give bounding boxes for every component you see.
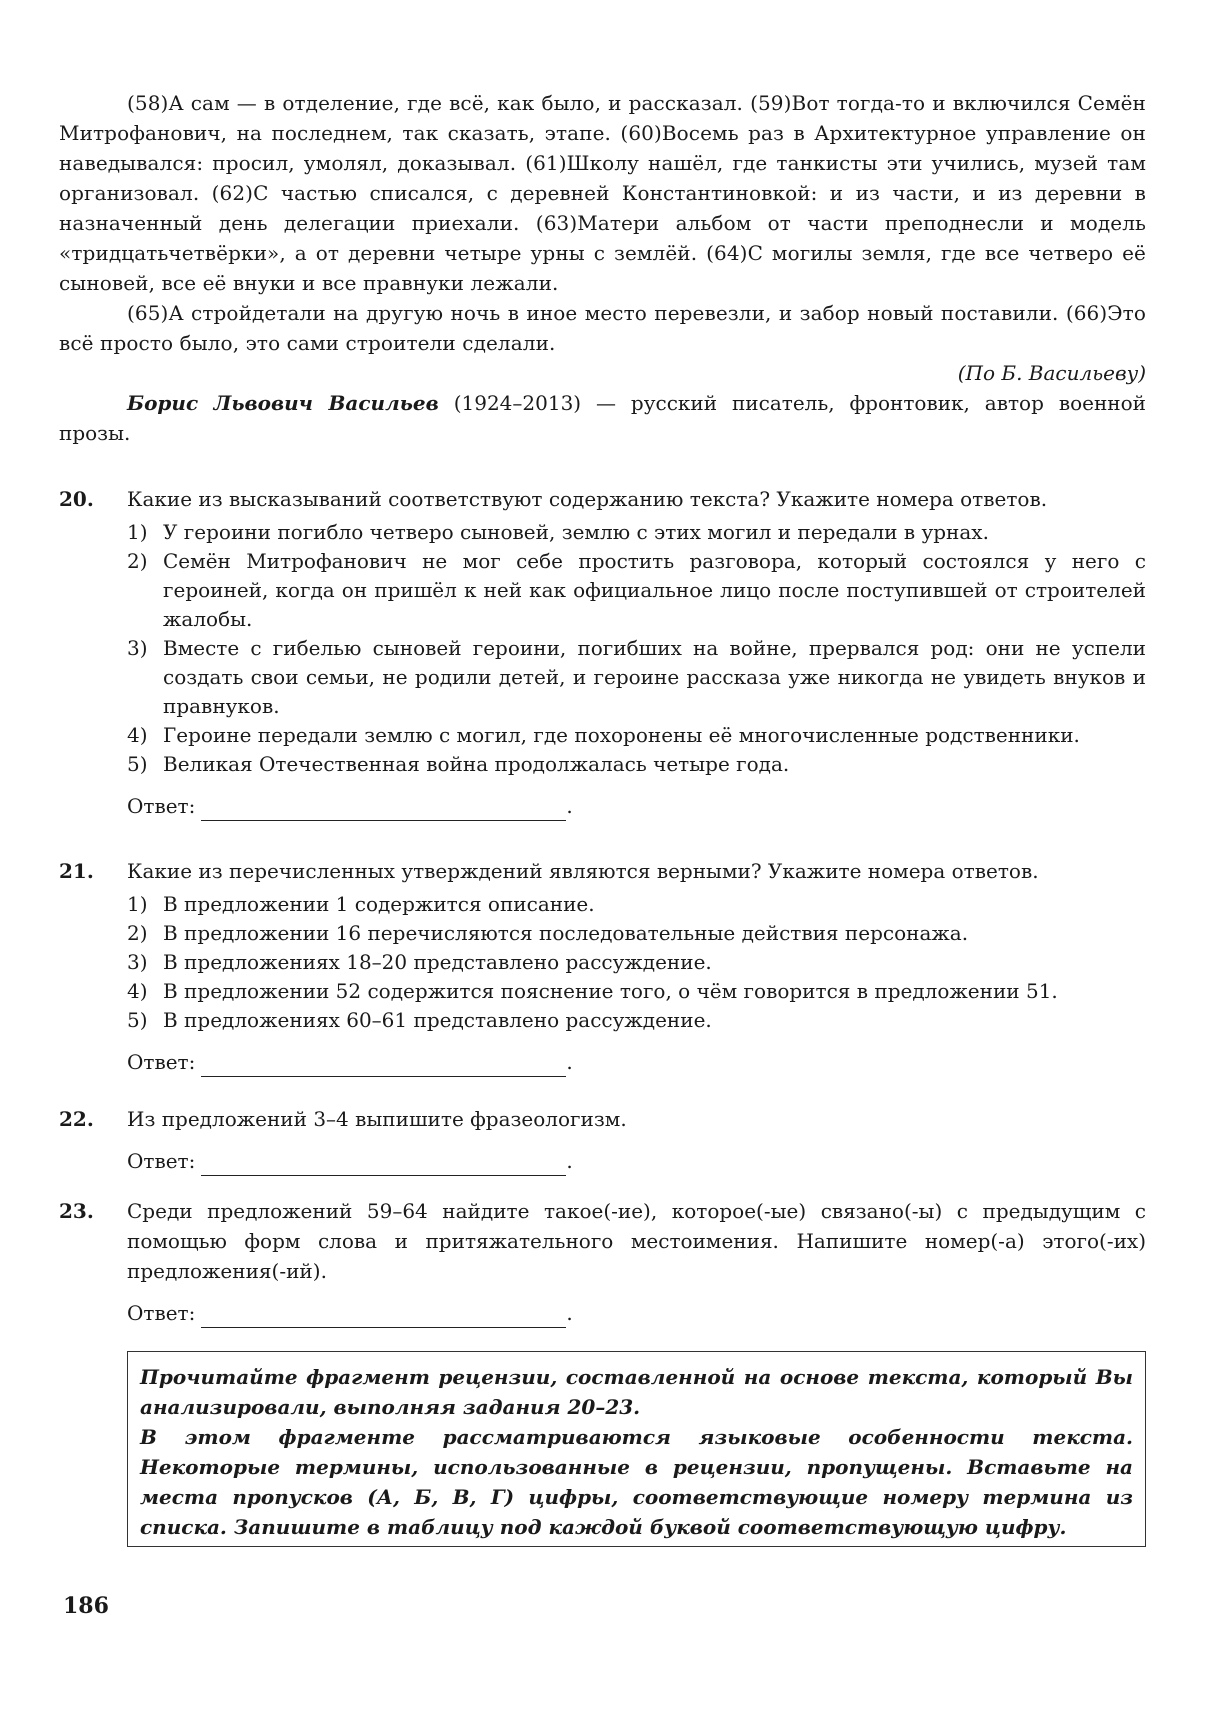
author-bio-text: (1924–2013) — русский писатель, фронтовик, автор военной прозы. (59, 391, 1146, 445)
instruction-text: Прочитайте фрагмент рецензии, составленной на основе текста, который Вы анализировали, выполняя задания 20–23. (140, 1365, 1133, 1419)
task-question: Какие из высказываний соответствуют содержанию текста? Укажите номера ответов. (127, 487, 1048, 511)
answer-option: 2) В предложении 16 перечисляются последовательные действия персонажа. (127, 921, 969, 945)
answer-option: 1) У героини погибло четверо сыновей, землю с этих могил и передали в урнах. (127, 520, 989, 544)
answer-label: Ответ: (127, 1149, 196, 1173)
answer-option: 5) Великая Отечественная война продолжалась четыре года. (127, 752, 790, 776)
answer-row: Ответ: . (127, 1146, 1146, 1176)
answer-label: Ответ: (127, 1301, 196, 1325)
task-20 (59, 484, 1146, 821)
answer-option: 5) В предложениях 60–61 представлено рассуждение. (127, 1008, 712, 1032)
answer-option: 2) Семён Митрофанович не мог себе простить разговора, который состоялся у него с героиней, когда он пришёл к ней как официальное лицо после поступившей от строителей жалобы. (127, 549, 1146, 631)
answer-option: 3) Вместе с гибелью сыновей героини, погибших на войне, прервался род: они не успели создать свои семьи, не родили детей, и героине рассказа уже никогда не увидеть внуков и правнуков. (127, 636, 1146, 718)
page-number: 186 (63, 1593, 109, 1619)
answer-field[interactable] (201, 798, 566, 821)
text-attribution: (По Б. Васильеву) (957, 361, 1146, 385)
instruction-text: В этом фрагменте рассматриваются языковые особенности текста. Некоторые термины, использованные в рецензии, пропущены. Вставьте на места пропусков (А, Б, В, Г) цифры, соответствующие номеру термина из списка. Запишите в таблицу под каждой буквой соответствующую цифру. (140, 1425, 1133, 1539)
author-bio (59, 388, 1146, 448)
task-question: Какие из перечисленных утверждений являются верными? Укажите номера ответов. (127, 859, 1039, 883)
answer-label: Ответ: (127, 1050, 196, 1074)
answer-field[interactable] (201, 1305, 566, 1328)
task-21 (59, 856, 1146, 1077)
text-paragraph: (65)А стройдетали на другую ночь в иное место перевезли, и забор новый поставили. (66)Это всё просто было, это сами строители сделали. (59, 301, 1146, 355)
answer-option: 4) Героине передали землю с могил, где похоронены её многочисленные родственники. (127, 723, 1080, 747)
task-22 (59, 1104, 1146, 1176)
answer-label: Ответ: (127, 794, 196, 818)
author-name: Борис Львович Васильев (127, 391, 439, 415)
task-question: Из предложений 3–4 выпишите фразеологизм. (127, 1107, 627, 1131)
task-number: 21. (59, 859, 94, 883)
reading-text (59, 88, 1146, 448)
text-paragraph: (58)А сам — в отделение, где всё, как было, и рассказал. (59)Вот тогда-то и включился Семён Митрофанович, на последнем, так сказать, этапе. (60)Восемь раз в Архитектурное управление он наведывался: просил, умолял, доказывал. (61)Школу нашёл, где танкисты эти учились, музей там организовал. (62)С частью списался, с деревней Константиновкой: и из части, и из деревни в назначенный день делегации приехали. (63)Матери альбом от части преподнесли и модель «тридцатьчетвёрки», а от деревни четыре урны с землёй. (64)С могилы земля, где все четверо её сыновей, все её внуки и все правнуки лежали. (59, 91, 1146, 295)
task-question: Среди предложений 59–64 найдите такое(-ие), которое(-ые) связано(-ы) с предыдущим с помощью форм слова и притяжательного местоимения. Напишите номер(-а) этого(-их) предложения(-ий). (127, 1199, 1146, 1283)
answer-options (127, 518, 1146, 779)
task-number: 23. (59, 1199, 94, 1223)
answer-field[interactable] (201, 1153, 566, 1176)
answer-row: Ответ: . (127, 791, 1146, 821)
answer-row: Ответ: . (127, 1298, 1146, 1328)
answer-row: Ответ: . (127, 1047, 1146, 1077)
instruction-box (127, 1351, 1146, 1547)
task-number: 20. (59, 487, 94, 511)
answer-options (127, 890, 1146, 1035)
task-number: 22. (59, 1107, 94, 1131)
task-23 (59, 1196, 1146, 1328)
answer-option: 3) В предложениях 18–20 представлено рассуждение. (127, 950, 712, 974)
answer-option: 4) В предложении 52 содержится пояснение того, о чём говорится в предложении 51. (127, 979, 1058, 1003)
answer-option: 1) В предложении 1 содержится описание. (127, 892, 595, 916)
answer-field[interactable] (201, 1054, 566, 1077)
